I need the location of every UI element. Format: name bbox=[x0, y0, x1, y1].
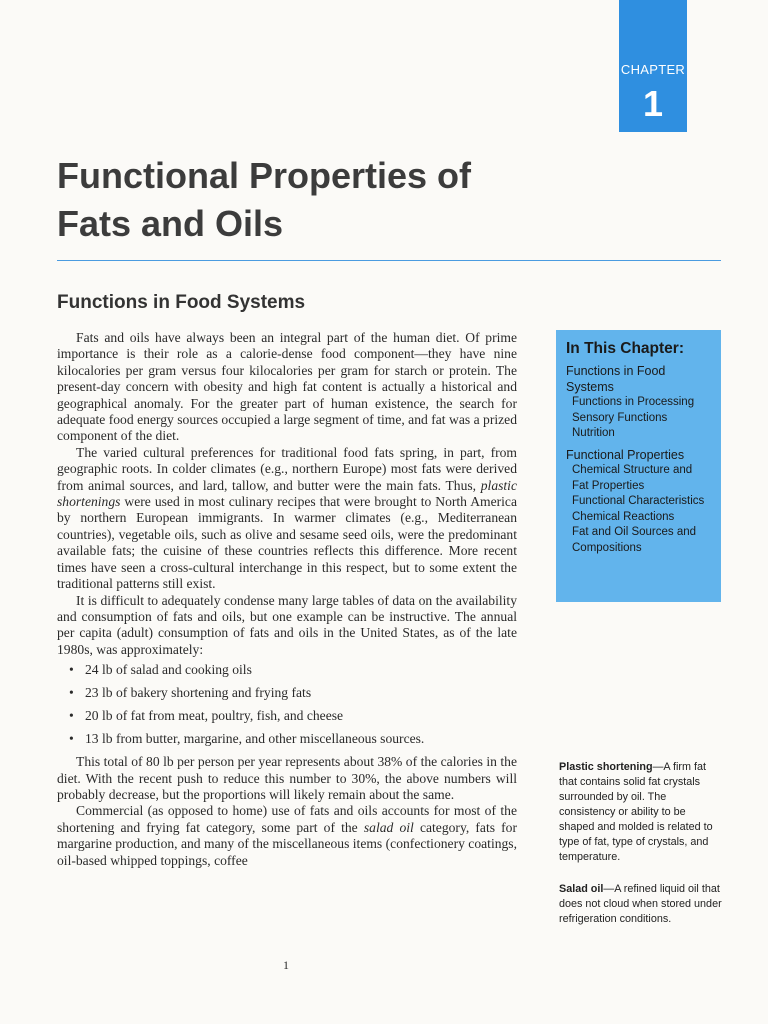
sidebar-item: Sensory Functions bbox=[572, 411, 668, 424]
section-heading: Functions in Food Systems bbox=[57, 292, 306, 313]
sidebar-item: Chemical Reactions bbox=[572, 510, 675, 523]
chapter-label: CHAPTER bbox=[620, 62, 686, 77]
body-text bbox=[57, 330, 517, 869]
title-divider bbox=[57, 260, 721, 261]
paragraph-2-part-b: were used in most culinary recipes that were brought to North America by northern European immigrants. In warmer climates (e.g., Mediterranean countries), vegetable oils, such as olive and sesame seed oils, were the predominant available fats; the cuisine of these countries reflects this difference. More recent times have seen a cross-cultural interchange in this respect, but to some extent the traditional patterns still exist. bbox=[57, 494, 517, 592]
chapter-title-line-1: Functional Properties of bbox=[57, 155, 472, 196]
paragraph-5-part-a: Commercial (as opposed to home) use of fats and oils accounts for most of the shortening and frying fat category, some part of the bbox=[57, 803, 517, 835]
chapter-box bbox=[619, 0, 687, 132]
margin-note-definition: —A firm fat that contains solid fat crystals surrounded by oil. The consistency or ability to be shaped and molded is related to type of fat, type of crystals, and temperature. bbox=[559, 761, 713, 863]
sidebar-group-title: Functional Properties bbox=[566, 447, 685, 462]
margin-note-definition: —A refined liquid oil that does not cloud when stored under refrigeration conditions. bbox=[559, 883, 722, 925]
list-item: • 23 lb of bakery shortening and frying fats bbox=[85, 685, 517, 701]
chapter-title bbox=[57, 152, 471, 248]
sidebar-heading: In This Chapter: bbox=[566, 340, 684, 357]
paragraph-5-part-b: category, fats for margarine production, and many of the miscellaneous items (confectionery coatings, oil-based whipped toppings, coffee bbox=[57, 819, 518, 868]
list-item: • 13 lb from butter, margarine, and other miscellaneous sources. bbox=[85, 731, 517, 747]
chapter-title-line-2: Fats and Oils bbox=[57, 203, 284, 244]
in-this-chapter-box bbox=[556, 330, 721, 602]
sidebar-item: Chemical Structure and Fat Properties bbox=[572, 464, 693, 492]
paragraph-1: Fats and oils have always been an integral part of the human diet. Of prime importance is their role as a calorie-dense food component—they have nine kilocalories per gram versus four kilocalories per gram for starch or protein. The present-day concern with obesity and high fat content is actually a historical and geographical anomaly. For the greater part of human existence, the search for adequate food energy sources occupied a large segment of time, and fat was a prized component of the diet. bbox=[57, 330, 517, 444]
list-item: • 20 lb of fat from meat, poultry, fish, and cheese bbox=[85, 708, 517, 724]
sidebar-group-title: Functions in Food Systems bbox=[566, 364, 666, 394]
margin-note-plastic-shortening bbox=[559, 760, 724, 865]
list-item: • 24 lb of salad and cooking oils bbox=[85, 662, 517, 678]
paragraph-3: It is difficult to adequately condense many large tables of data on the availability and consumption of fats and oils, but one example can be instructive. The annual per capita (adult) consumption of fats and oils in the United States, as of the late 1980s, was approximately: bbox=[57, 592, 517, 657]
sidebar-item: Functions in Processing bbox=[572, 396, 695, 408]
term-salad-oil: salad oil bbox=[363, 819, 414, 835]
paragraph-2 bbox=[57, 445, 517, 593]
page-number: 1 bbox=[283, 958, 289, 972]
paragraph-2-part-a: The varied cultural preferences for traditional food fats spring, in part, from geographic roots. In colder climates (e.g., northern Europe) most fats were derived from animal sources, and lard, tallow, and butter were the main fats. Thus, bbox=[57, 444, 517, 493]
term-plastic-shortenings: plastic shortenings bbox=[57, 477, 517, 510]
consumption-list bbox=[57, 662, 517, 747]
paragraph-4: This total of 80 lb per person per year represents about 38% of the calories in the diet. With the recent push to reduce this number to 30%, the above numbers will probably decrease, but the proportions will likely remain about the same. bbox=[57, 754, 517, 802]
sidebar-item: Nutrition bbox=[572, 427, 615, 439]
margin-note-salad-oil bbox=[559, 882, 724, 927]
margin-note-term: Salad oil bbox=[559, 883, 604, 895]
chapter-number: 1 bbox=[642, 83, 664, 124]
sidebar-item: Fat and Oil Sources and Compositions bbox=[572, 526, 697, 554]
paragraph-5 bbox=[57, 803, 517, 869]
margin-note-term: Plastic shortening bbox=[559, 761, 653, 773]
sidebar-item: Functional Characteristics bbox=[572, 495, 705, 507]
